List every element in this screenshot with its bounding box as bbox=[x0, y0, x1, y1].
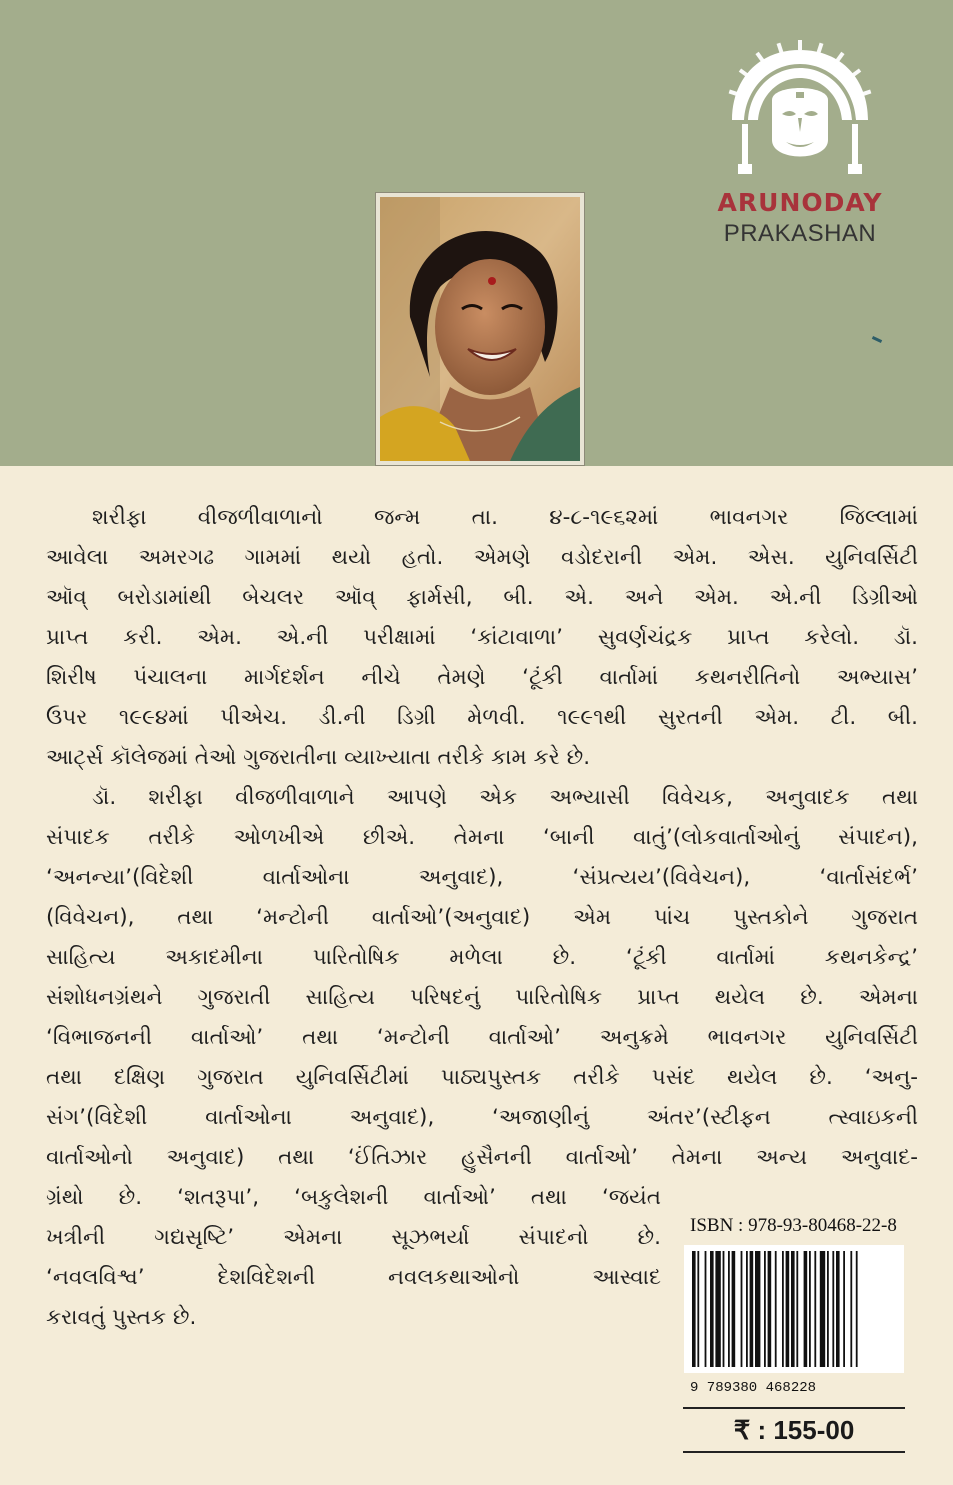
bio-line: વાર્તાઓનો અનુવાદ) તથા ‘ઈંતિઝાર હુસૈનની વાર્તાઓ’ તેમના અન્ય અનુવાદ- bbox=[46, 1145, 918, 1170]
bio-line: ‘નવલવિશ્વ’ દેશવિદેશની નવલકથાઓનો આસ્વાદ bbox=[46, 1265, 661, 1290]
bio-line: આવેલા અમરગઢ ગામમાં થયો હતો. એમણે વડોદરાની એમ. એસ. યુનિવર્સિટી bbox=[46, 545, 918, 570]
barcode-icon bbox=[684, 1245, 904, 1373]
bio-line: સંપાદક તરીકે ઓળખીએ છીએ. તેમના ‘બાની વાતું’(લોકવાર્તાઓનું સંપાદન), bbox=[46, 825, 918, 850]
bio-line: ‘અનન્યા’(વિદેશી વાર્તાઓના અનુવાદ), ‘સંપ્રત્યય’(વિવેચન), ‘વાર્તાસંદર્ભ’ bbox=[46, 865, 918, 890]
author-bio bbox=[46, 498, 918, 1338]
author-portrait-image bbox=[380, 197, 580, 461]
publisher-logo bbox=[700, 40, 900, 260]
bio-line: (વિવેચન), તથા ‘મન્ટોની વાર્તાઓ’(અનુવાદ) એમ પાંચ પુસ્તકોને ગુજરાત bbox=[46, 905, 918, 930]
barcode-digits: 9 789380 468228 bbox=[690, 1380, 817, 1396]
bio-line: ગ્રંથો છે. ‘શતરૂપા’, ‘બકુલેશની વાર્તાઓ’ તથા ‘જયંત bbox=[46, 1185, 661, 1210]
bio-line: સંશોધનગ્રંથને ગુજરાતી સાહિત્ય પરિષદનું પારિતોષિક પ્રાપ્ત થયેલ છે. એમના bbox=[46, 985, 918, 1010]
bio-line: ઑવ્ બરોડામાંથી બેચલર ઑવ્ ફાર્મસી, બી. એ. અને એમ. એ.ની ડિગ્રીઓ bbox=[46, 585, 918, 610]
author-photo bbox=[376, 193, 584, 465]
price-tag: ₹ : 155-00 bbox=[683, 1407, 905, 1453]
bio-line: સંગ’(વિદેશી વાર્તાઓના અનુવાદ), ‘અજાણીનું અંતર’(સ્ટીફન ત્સ્વાઇકની bbox=[46, 1105, 918, 1130]
bio-line: શિરીષ પંચાલના માર્ગદર્શન નીચે તેમણે ‘ટૂંકી વાર્તામાં કથનરીતિનો અભ્યાસ’ bbox=[46, 665, 918, 690]
isbn-block bbox=[684, 1215, 904, 1397]
publisher-subname: PRAKASHAN bbox=[723, 220, 877, 247]
bio-line: સાહિત્ય અકાદમીના પારિતોષિક મળેલા છે. ‘ટૂંકી વાર્તામાં કથનકેન્દ્ર’ bbox=[46, 945, 918, 970]
bio-line: ડૉ. શરીફા વીજળીવાળાને આપણે એક અભ્યાસી વિવેચક, અનુવાદક તથા bbox=[92, 785, 918, 810]
bio-line: કરાવતું પુસ્તક છે. bbox=[46, 1305, 197, 1330]
sun-mask-emblem-icon bbox=[728, 40, 872, 180]
bio-line: આટ્‌ર્સ કૉલેજમાં તેઓ ગુજરાતીના વ્યાખ્યાતા તરીકે કામ કરે છે. bbox=[46, 745, 591, 770]
bio-line: ‘વિભાજનની વાર્તાઓ’ તથા ‘મન્ટોની વાર્તાઓ’ અનુક્રમે ભાવનગર યુનિવર્સિટી bbox=[46, 1025, 918, 1050]
isbn-label: ISBN : 978-93-80468-22-8 bbox=[690, 1215, 897, 1236]
bio-line: ઉપર ૧૯૯૪માં પીએચ. ડી.ની ડિગ્રી મેળવી. ૧૯૯૧થી સુરતની એમ. ટી. બી. bbox=[46, 705, 918, 730]
bio-line: પ્રાપ્ત કરી. એમ. એ.ની પરીક્ષામાં ‘કાંટાવાળા’ સુવર્ણચંદ્રક પ્રાપ્ત કરેલો. ડૉ. bbox=[46, 625, 918, 650]
publisher-name: ARUNODAY bbox=[717, 188, 883, 217]
bio-line: તથા દક્ષિણ ગુજરાત યુનિવર્સિટીમાં પાઠ્યપુસ્તક તરીકે પસંદ થયેલ છે. ‘અનુ- bbox=[46, 1065, 918, 1090]
bio-line: શરીફા વીજળીવાળાનો જન્મ તા. ૪-૮-૧૯૬૨માં ભાવનગર જિલ્લામાં bbox=[92, 505, 918, 530]
bio-line: ખત્રીની ગદ્યસૃષ્ટિ’ એમના સૂઝભર્યા સંપાદનો છે. bbox=[46, 1225, 661, 1250]
